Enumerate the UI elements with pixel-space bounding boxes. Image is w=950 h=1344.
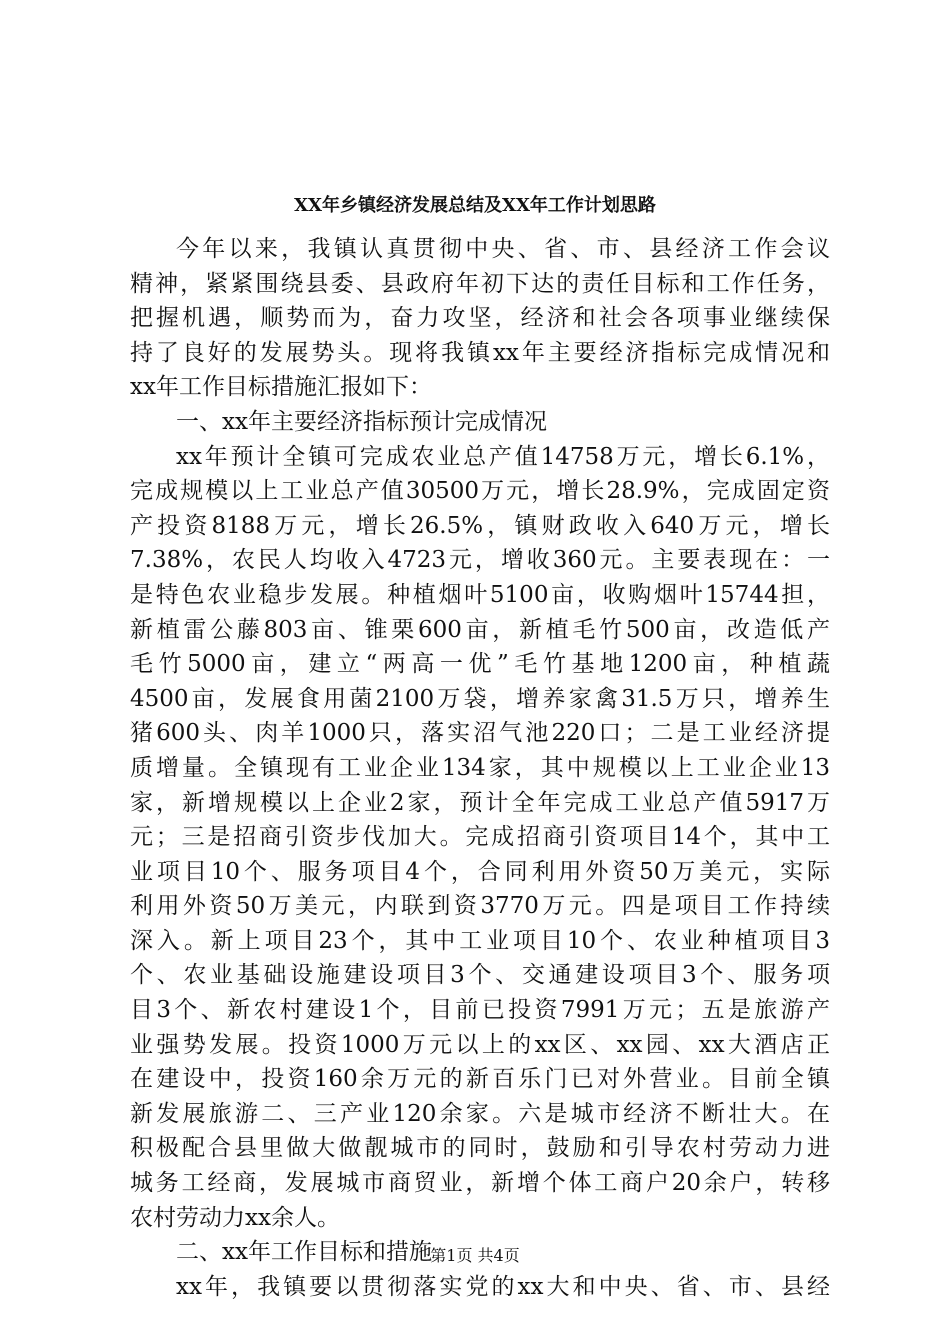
document-title: XX年乡镇经济发展总结及XX年工作计划思路 xyxy=(294,195,656,216)
paragraph-line: 新发展旅游二、三产业120余家。六是城市经济不断壮大。在 xyxy=(130,1100,830,1127)
paragraph-line: 产投资8188万元，增长26.5%，镇财政收入640万元，增长 xyxy=(130,512,830,539)
paragraph-line: 新植雷公藤803亩、锥栗600亩，新植毛竹500亩，改造低产 xyxy=(130,616,830,643)
paragraph-line: 积极配合县里做大做靓城市的同时，鼓励和引导农村劳动力进 xyxy=(130,1135,830,1162)
section-heading: 二、xx年工作目标和措施 xyxy=(176,1239,432,1266)
paragraph-line: 持了良好的发展势头。现将我镇xx年主要经济指标完成情况和 xyxy=(130,339,830,366)
paragraph-line: xx年，我镇要以贯彻落实党的xx大和中央、省、市、县经 xyxy=(176,1273,830,1300)
paragraph-line: 把握机遇，顺势而为，奋力攻坚，经济和社会各项事业继续保 xyxy=(130,305,830,332)
paragraph-line: 质增量。全镇现有工业企业134家，其中规模以上工业企业13 xyxy=(130,754,830,781)
paragraph-line: 业强势发展。投资1000万元以上的xx区、xx园、xx大酒店正 xyxy=(130,1031,830,1058)
paragraph-line: 猪600头、肉羊1000只，落实沼气池220口；二是工业经济提 xyxy=(130,720,830,747)
paragraph-line: 利用外资50万美元，内联到资3770万元。四是项目工作持续 xyxy=(130,893,830,920)
paragraph-line: 城务工经商，发展城市商贸业，新增个体工商户20余户，转移 xyxy=(130,1170,830,1197)
paragraph-line: 深入。新上项目23个，其中工业项目10个、农业种植项目3 xyxy=(130,927,830,954)
paragraph-line: 农村劳动力xx余人。 xyxy=(130,1204,340,1231)
paragraph-line: 4500亩，发展食用菌2100万袋，增养家禽31.5万只，增养生 xyxy=(130,685,830,712)
paragraph-line: 7.38%，农民人均收入4723元，增收360元。主要表现在：一 xyxy=(130,547,830,574)
paragraph-line: 目3个、新农村建设1个，目前已投资7991万元；五是旅游产 xyxy=(130,997,830,1024)
paragraph-line: 是特色农业稳步发展。种植烟叶5100亩，收购烟叶15744担， xyxy=(130,581,830,608)
paragraph-line: 精神，紧紧围绕县委、县政府年初下达的责任目标和工作任务， xyxy=(130,270,830,297)
document-body xyxy=(130,232,830,1304)
page-number: 第1页 共4页 xyxy=(430,1246,520,1265)
paragraph-line: xx年预计全镇可完成农业总产值14758万元，增长6.1%， xyxy=(176,443,830,470)
section-heading: 一、xx年主要经济指标预计完成情况 xyxy=(176,408,547,435)
paragraph-line: 个、农业基础设施建设项目3个、交通建设项目3个、服务项 xyxy=(130,962,830,989)
paragraph-line: 毛竹5000亩，建立“两高一优”毛竹基地1200亩，种植蔬 xyxy=(130,651,830,678)
paragraph-line: 元；三是招商引资步伐加大。完成招商引资项目14个，其中工 xyxy=(130,824,830,851)
paragraph-line: 在建设中，投资160余万元的新百乐门已对外营业。目前全镇 xyxy=(130,1066,830,1093)
paragraph-line: xx年工作目标措施汇报如下： xyxy=(130,374,432,401)
paragraph-line: 今年以来，我镇认真贯彻中央、省、市、县经济工作会议 xyxy=(176,236,830,262)
paragraph-line: 完成规模以上工业总产值30500万元，增长28.9%，完成固定资 xyxy=(130,478,830,505)
paragraph-line: 家，新增规模以上企业2家，预计全年完成工业总产值5917万 xyxy=(130,789,830,816)
paragraph-line: 业项目10个、服务项目4个，合同利用外资50万美元，实际 xyxy=(130,858,830,885)
